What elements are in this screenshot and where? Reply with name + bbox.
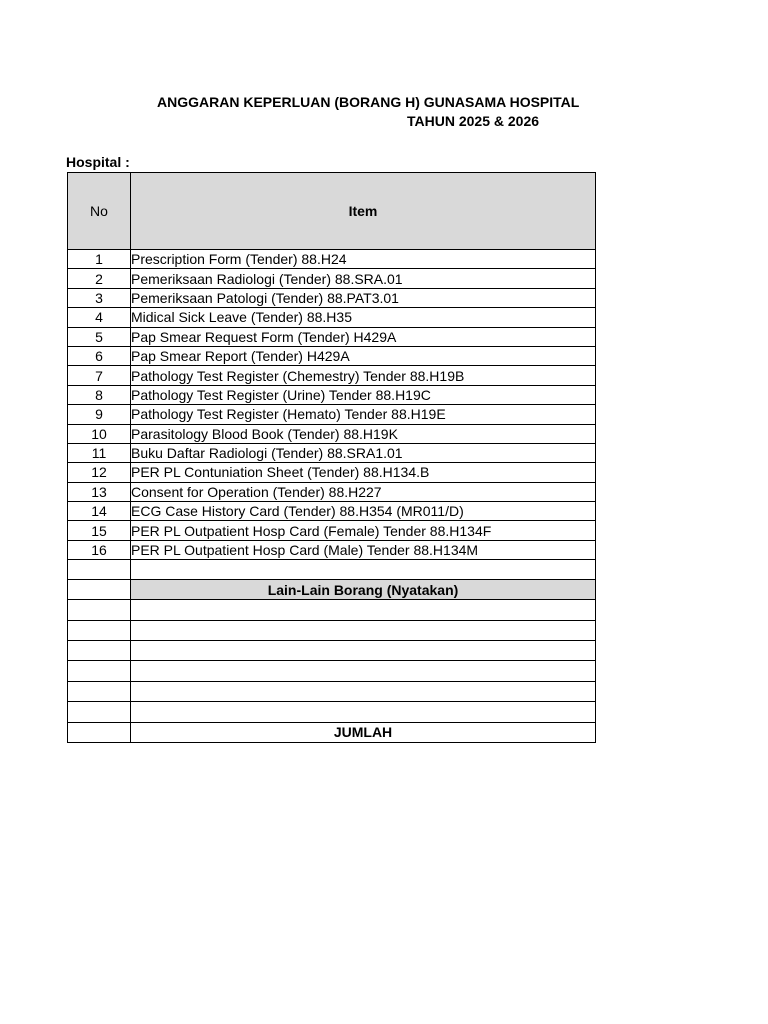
- row-item: Pap Smear Report (Tender) H429A: [131, 346, 596, 365]
- document-year: TAHUN 2025 & 2026: [407, 113, 540, 129]
- row-item: PER PL Outpatient Hosp Card (Female) Tender 88.H134F: [131, 521, 596, 540]
- total-label: JUMLAH: [131, 722, 596, 742]
- table-row: [68, 424, 596, 443]
- other-form-item-cell[interactable]: [131, 661, 596, 681]
- table-row: [68, 540, 596, 559]
- other-form-no-cell[interactable]: [68, 702, 131, 722]
- other-form-item-cell[interactable]: [131, 702, 596, 722]
- section-header: Lain-Lain Borang (Nyatakan): [131, 580, 596, 600]
- row-number: 11: [68, 443, 131, 462]
- other-form-row: [68, 600, 596, 620]
- table-row: [68, 327, 596, 346]
- row-number: 1: [68, 250, 131, 269]
- row-item: Pathology Test Register (Hemato) Tender 88.H19E: [131, 405, 596, 424]
- other-form-row: [68, 641, 596, 661]
- table-row: [68, 250, 596, 269]
- table-row: [68, 463, 596, 482]
- other-form-row: [68, 661, 596, 681]
- table-row: [68, 443, 596, 462]
- other-form-row: [68, 620, 596, 640]
- row-number: 2: [68, 269, 131, 288]
- blank-cell-no[interactable]: [68, 560, 131, 580]
- row-number: 12: [68, 463, 131, 482]
- table-row: [68, 405, 596, 424]
- total-cell-no: [68, 722, 131, 742]
- row-number: 10: [68, 424, 131, 443]
- row-item: PER PL Contuniation Sheet (Tender) 88.H134.B: [131, 463, 596, 482]
- table-row: [68, 288, 596, 307]
- table-row: [68, 308, 596, 327]
- table-row: [68, 482, 596, 501]
- other-form-item-cell[interactable]: [131, 641, 596, 661]
- row-number: 6: [68, 346, 131, 365]
- other-form-no-cell[interactable]: [68, 641, 131, 661]
- column-header-no: No: [68, 173, 131, 250]
- blank-cell-item[interactable]: [131, 560, 596, 580]
- items-table: [67, 172, 596, 743]
- table-row: [68, 269, 596, 288]
- column-header-item: Item: [131, 173, 596, 250]
- row-item: Pemeriksaan Patologi (Tender) 88.PAT3.01: [131, 288, 596, 307]
- table-header-row: [68, 173, 596, 250]
- row-item: ECG Case History Card (Tender) 88.H354 (MR011/D): [131, 502, 596, 521]
- row-number: 13: [68, 482, 131, 501]
- row-number: 16: [68, 540, 131, 559]
- row-item: Prescription Form (Tender) 88.H24: [131, 250, 596, 269]
- row-number: 4: [68, 308, 131, 327]
- blank-row: [68, 560, 596, 580]
- row-item: Parasitology Blood Book (Tender) 88.H19K: [131, 424, 596, 443]
- row-item: Buku Daftar Radiologi (Tender) 88.SRA1.01: [131, 443, 596, 462]
- other-form-item-cell[interactable]: [131, 620, 596, 640]
- row-item: Pathology Test Register (Urine) Tender 88.H19C: [131, 385, 596, 404]
- row-item: Midical Sick Leave (Tender) 88.H35: [131, 308, 596, 327]
- row-number: 14: [68, 502, 131, 521]
- other-form-no-cell[interactable]: [68, 620, 131, 640]
- section-cell-no: [68, 580, 131, 600]
- row-number: 8: [68, 385, 131, 404]
- row-number: 7: [68, 366, 131, 385]
- row-item: Pathology Test Register (Chemestry) Tender 88.H19B: [131, 366, 596, 385]
- document-title: ANGGARAN KEPERLUAN (BORANG H) GUNASAMA HOSPITAL: [157, 94, 580, 110]
- row-number: 3: [68, 288, 131, 307]
- other-form-no-cell[interactable]: [68, 681, 131, 701]
- row-item: Pap Smear Request Form (Tender) H429A: [131, 327, 596, 346]
- table-row: [68, 366, 596, 385]
- row-number: 5: [68, 327, 131, 346]
- table-row: [68, 502, 596, 521]
- hospital-label: Hospital :: [66, 154, 130, 170]
- other-form-item-cell[interactable]: [131, 600, 596, 620]
- total-row: [68, 722, 596, 742]
- other-form-no-cell[interactable]: [68, 600, 131, 620]
- other-form-row: [68, 702, 596, 722]
- row-item: Consent for Operation (Tender) 88.H227: [131, 482, 596, 501]
- other-form-no-cell[interactable]: [68, 661, 131, 681]
- section-row: [68, 580, 596, 600]
- table-row: [68, 346, 596, 365]
- row-item: Pemeriksaan Radiologi (Tender) 88.SRA.01: [131, 269, 596, 288]
- table-row: [68, 521, 596, 540]
- row-item: PER PL Outpatient Hosp Card (Male) Tender 88.H134M: [131, 540, 596, 559]
- row-number: 15: [68, 521, 131, 540]
- other-form-row: [68, 681, 596, 701]
- other-form-item-cell[interactable]: [131, 681, 596, 701]
- row-number: 9: [68, 405, 131, 424]
- table-row: [68, 385, 596, 404]
